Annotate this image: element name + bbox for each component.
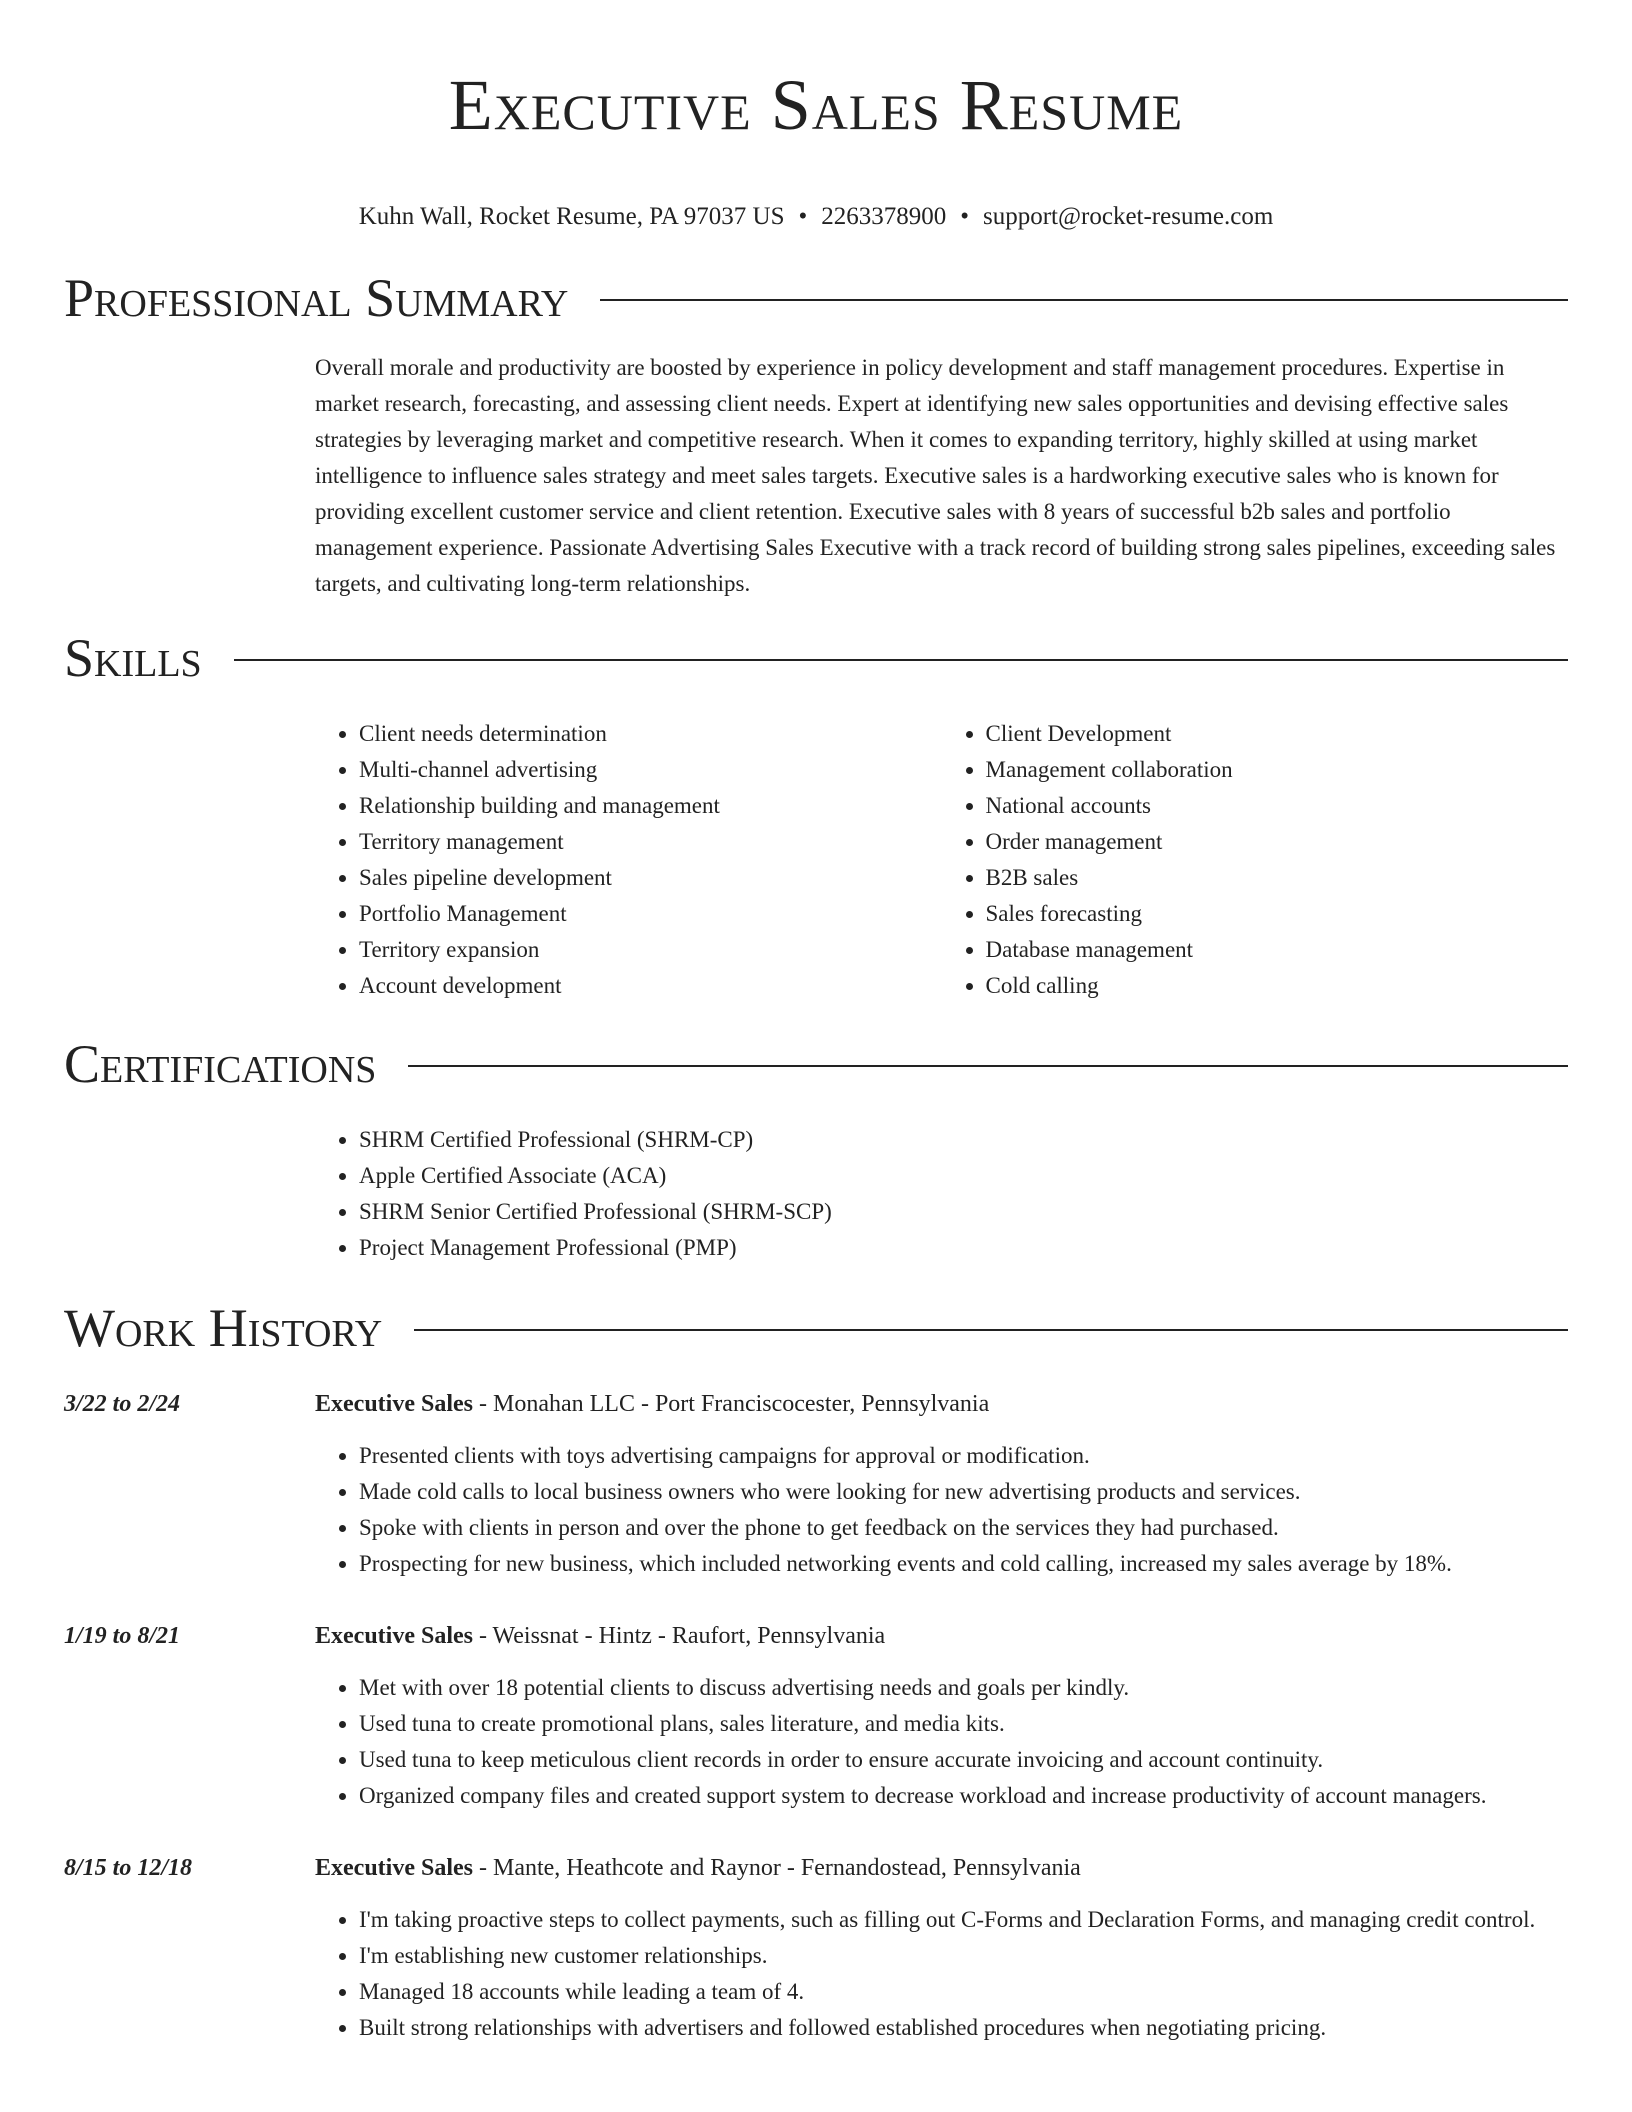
summary-body [315, 350, 1568, 602]
job-dates: 3/22 to 2/24 [64, 1391, 181, 1417]
skills-list-left [315, 716, 942, 1004]
skill-item: • Relationship building and management [359, 788, 942, 824]
skills-list-right [942, 716, 1569, 1004]
job-entry [64, 1620, 1568, 1814]
skill-item: • Sales forecasting [986, 896, 1569, 932]
certification-item: • Apple Certified Associate (ACA) [359, 1158, 1568, 1194]
contact-line [64, 202, 1568, 232]
contact-separator: • [798, 203, 808, 230]
job-bullet: • I'm establishing new customer relationships. [359, 1938, 1568, 1974]
job-bullet: • I'm taking proactive steps to collect payments, such as filling out C-Forms and Declaration Forms, and managing credit control. [359, 1902, 1568, 1938]
certifications-body [315, 1122, 1568, 1266]
job-bullet: • Spoke with clients in person and over the phone to get feedback on the services they had purchased. [359, 1510, 1568, 1546]
job-bullet: • Organized company files and created support system to decrease workload and increase productivity of account managers. [359, 1778, 1568, 1814]
job-title: Executive Sales [315, 1623, 473, 1649]
job-bullet: • Prospecting for new business, which included networking events and cold calling, increased my sales average by 18%. [359, 1546, 1568, 1582]
job-bullet: • Managed 18 accounts while leading a team of 4. [359, 1974, 1568, 2010]
skill-item: • Portfolio Management [359, 896, 942, 932]
job-header [64, 1388, 1568, 1420]
job-company-location: - Monahan LLC - Port Franciscocester, Pennsylvania [472, 1391, 990, 1417]
resume-title: Executive Sales Resume [448, 65, 1184, 145]
certifications-section-header [64, 1032, 1568, 1096]
summary-text: Overall morale and productivity are boosted by experience in policy development and staff management procedures. Expertise in market research, forecasting, and assessing client needs. Expert at identifying new sales opportunities and devising effective sales strategies by leveraging market and competitive research. When it comes to expanding territory, highly skilled at using market intelligence to influence sales strategy and meet sales targets. Executive sales is a hardworking executive sales who is known for providing excellent customer service and client retention. Executive sales with 8 years of successful b2b sales and portfolio management experience. Passionate Advertising Sales Executive with a track record of building strong sales pipelines, exceeding sales targets, and cultivating long-term relationships. [315, 355, 1556, 596]
skill-item: • Client needs determination [359, 716, 942, 752]
skill-item: • Order management [986, 824, 1569, 860]
skill-item: • Account development [359, 968, 942, 1004]
job-title: Executive Sales [315, 1391, 473, 1417]
skill-item: • B2B sales [986, 860, 1569, 896]
work-section-header [64, 1296, 1568, 1360]
skill-item: • Client Development [986, 716, 1569, 752]
skill-item: • Territory management [359, 824, 942, 860]
skills-heading: Skills [64, 628, 202, 688]
skill-item: • Territory expansion [359, 932, 942, 968]
job-entry [64, 1388, 1568, 1582]
skills-section-header [64, 626, 1568, 690]
job-info [315, 1388, 989, 1420]
job-bullet: • Presented clients with toys advertising campaigns for approval or modification. [359, 1438, 1568, 1474]
skill-item: • Multi-channel advertising [359, 752, 942, 788]
skills-lists [315, 716, 1568, 1004]
skill-item: • Management collaboration [986, 752, 1569, 788]
work-history-entries [64, 1388, 1568, 2046]
job-bullet: • Used tuna to create promotional plans, sales literature, and media kits. [359, 1706, 1568, 1742]
contact-phone: 2263378900 [821, 203, 947, 230]
job-bullet: • Met with over 18 potential clients to discuss advertising needs and goals per kindly. [359, 1670, 1568, 1706]
summary-section-header [64, 266, 1568, 330]
section-divider [414, 1329, 1568, 1331]
contact-address: Kuhn Wall, Rocket Resume, PA 97037 US [358, 203, 785, 230]
contact-separator: • [960, 203, 969, 230]
skill-item: • Cold calling [986, 968, 1569, 1004]
section-divider [600, 299, 1568, 301]
job-bullet-list [315, 1902, 1568, 2046]
section-divider [408, 1065, 1568, 1067]
section-divider [234, 659, 1568, 661]
job-dates: 8/15 to 12/18 [64, 1855, 193, 1881]
job-header [64, 1852, 1568, 1884]
certification-item: • SHRM Senior Certified Professional (SHRM-SCP) [359, 1194, 1568, 1230]
job-dates: 1/19 to 8/21 [64, 1623, 181, 1649]
job-entry [64, 1852, 1568, 2046]
certification-item: • Project Management Professional (PMP) [359, 1230, 1568, 1266]
job-info [315, 1852, 1081, 1884]
job-bullet-list [315, 1438, 1568, 1582]
job-bullet-list [315, 1670, 1568, 1814]
contact-email[interactable]: support@rocket-resume.com [983, 203, 1274, 230]
skill-item: • National accounts [986, 788, 1569, 824]
job-info [315, 1620, 885, 1652]
skill-item: • Database management [986, 932, 1569, 968]
certifications-heading: Certifications [64, 1034, 377, 1094]
work-heading: Work History [64, 1298, 383, 1358]
job-bullet: • Built strong relationships with advertisers and followed established procedures when negotiating pricing. [359, 2010, 1568, 2046]
skill-item: • Sales pipeline development [359, 860, 942, 896]
job-header [64, 1620, 1568, 1652]
summary-heading: Professional Summary [64, 268, 569, 328]
job-company-location: - Mante, Heathcote and Raynor - Fernandostead, Pennsylvania [472, 1855, 1081, 1881]
job-title: Executive Sales [315, 1855, 473, 1881]
certifications-list [315, 1122, 1568, 1266]
certification-item: • SHRM Certified Professional (SHRM-CP) [359, 1122, 1568, 1158]
job-bullet: • Used tuna to keep meticulous client records in order to ensure accurate invoicing and account continuity. [359, 1742, 1568, 1778]
job-bullet: • Made cold calls to local business owners who were looking for new advertising products and services. [359, 1474, 1568, 1510]
job-company-location: - Weissnat - Hintz - Raufort, Pennsylvania [472, 1623, 886, 1649]
